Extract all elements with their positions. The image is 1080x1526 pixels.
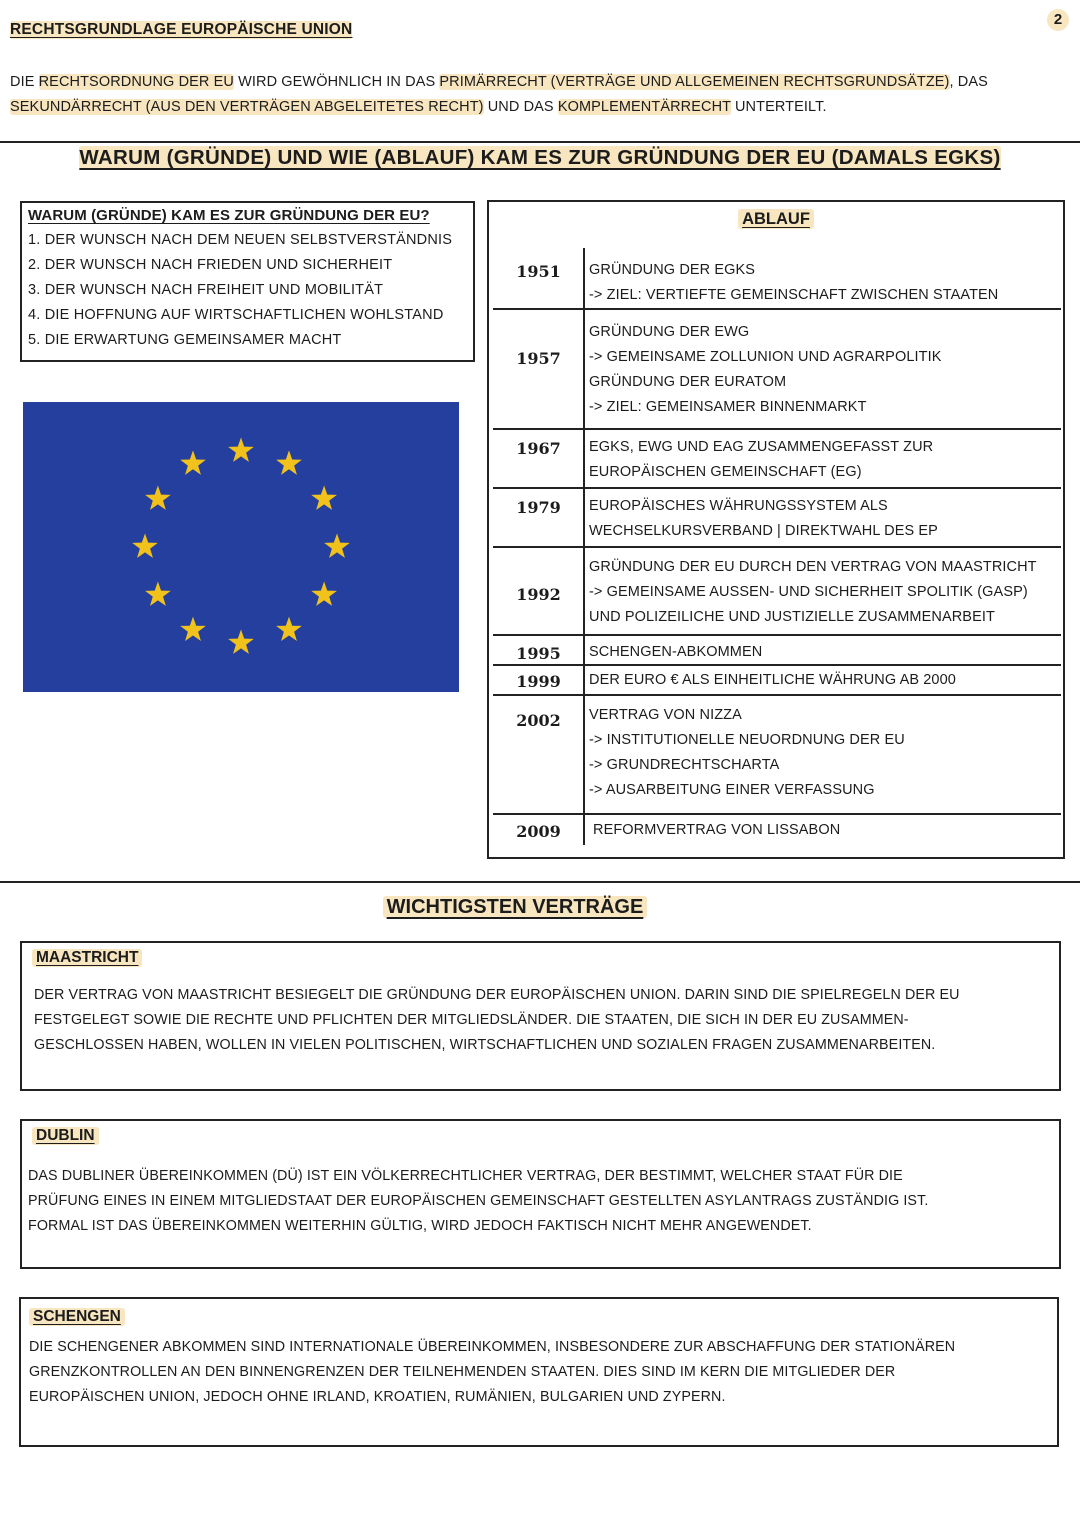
intro-highlight: KOMPLEMENTÄRRECHT xyxy=(557,99,731,115)
timeline-line: -> AUSARBEITUNG EINER VERFASSUNG xyxy=(589,782,875,798)
timeline-year: 2002 xyxy=(516,711,561,730)
intro-highlight: PRIMÄRRECHT (VERTRÄGE UND ALLGEMEINEN RECHTSGRUNDSÄTZE) xyxy=(439,74,950,90)
timeline-line: DER EURO € ALS EINHEITLICHE WÄHRUNG AB 2000 xyxy=(589,672,956,688)
treaty-card-schengen xyxy=(19,1297,1059,1447)
treaty-text xyxy=(34,983,960,1058)
timeline-separator xyxy=(493,428,1061,430)
timeline-year: 1995 xyxy=(516,644,561,663)
treaty-line: EUROPÄISCHEN UNION, JEDOCH OHNE IRLAND, KROATIEN, RUMÄNIEN, BULGARIEN UND ZYPERN. xyxy=(29,1389,726,1405)
timeline-line: SCHENGEN-ABKOMMEN xyxy=(589,644,763,660)
divider xyxy=(0,141,1080,143)
timeline-text xyxy=(589,435,1059,485)
treaty-line: DAS DUBLINER ÜBEREINKOMMEN (DÜ) IST EIN VÖLKERRECHTLICHER VERTRAG, DER BESTIMMT, WELCHER STAAT FÜR DIE xyxy=(28,1168,903,1184)
reason-item: 1. DER WUNSCH NACH DEM NEUEN SELBSTVERSTÄNDNIS xyxy=(28,232,453,248)
divider xyxy=(0,881,1080,883)
timeline-line: UND POLIZEILICHE UND JUSTIZIELLE ZUSAMMENARBEIT xyxy=(589,609,995,625)
timeline-text xyxy=(593,818,1063,843)
reason-item: 4. DIE HOFFNUNG AUF WIRTSCHAFTLICHEN WOHLSTAND xyxy=(28,307,444,323)
reasons-box xyxy=(20,201,475,362)
timeline-title xyxy=(489,210,1063,229)
timeline-line: WECHSELKURSVERBAND | DIREKTWAHL DES EP xyxy=(589,523,938,539)
timeline-line: -> INSTITUTIONELLE NEUORDNUNG DER EU xyxy=(589,732,905,748)
timeline-year: 1957 xyxy=(516,349,561,368)
timeline-line: GRÜNDUNG DER EU DURCH DEN VERTRAG VON MAASTRICHT xyxy=(589,559,1037,575)
timeline-year: 1967 xyxy=(516,439,561,458)
eu-flag-image xyxy=(23,402,459,692)
timeline-separator xyxy=(493,546,1061,548)
timeline-text xyxy=(589,320,1059,420)
reason-item: 2. DER WUNSCH NACH FRIEDEN UND SICHERHEIT xyxy=(28,257,393,273)
timeline-box xyxy=(487,200,1065,859)
reason-item: 3. DER WUNSCH NACH FREIHEIT UND MOBILITÄT xyxy=(28,282,384,298)
timeline-line: GRÜNDUNG DER EWG xyxy=(589,324,750,340)
treaty-line: PRÜFUNG EINES IN EINEM MITGLIEDSTAAT DER EUROPÄISCHEN GEMEINSCHAFT GESTELLTEN ASYLANTRAGS ZUSTÄNDIG IST. xyxy=(28,1193,929,1209)
main-heading xyxy=(0,146,1080,170)
timeline-text xyxy=(589,668,1059,693)
reason-item: 5. DIE ERWARTUNG GEMEINSAMER MACHT xyxy=(28,332,342,348)
intro-text: , DAS xyxy=(949,74,988,90)
timeline-line: -> GRUNDRECHTSCHARTA xyxy=(589,757,780,773)
treaty-line: GRENZKONTROLLEN AN DEN BINNENGRENZEN DER TEILNEHMENDEN STAATEN. DIES SIND IM KERN DIE MITGLIEDER DER xyxy=(29,1364,896,1380)
timeline-line: REFORMVERTRAG VON LISSABON xyxy=(593,822,841,838)
intro-text: WIRD GEWÖHNLICH IN DAS xyxy=(233,74,440,90)
page-number: 2 xyxy=(1047,9,1069,31)
timeline-line: EUROPÄISCHES WÄHRUNGSSYSTEM ALS xyxy=(589,498,888,514)
timeline-year: 1951 xyxy=(516,262,561,281)
main-heading-text: WARUM (GRÜNDE) UND WIE (ABLAUF) KAM ES ZUR GRÜNDUNG DER EU (DAMALS EGKS) xyxy=(79,146,1001,169)
reasons-heading: WARUM (GRÜNDE) KAM ES ZUR GRÜNDUNG DER EU? xyxy=(28,207,430,224)
timeline-year: 1999 xyxy=(516,672,561,691)
intro-text: DIE xyxy=(10,74,39,90)
timeline-line: -> GEMEINSAME AUSSEN- UND SICHERHEIT SPOLITIK (GASP) xyxy=(589,584,1028,600)
timeline-separator xyxy=(493,694,1061,696)
timeline-text xyxy=(589,640,1059,665)
timeline-text xyxy=(589,555,1059,630)
timeline-line: EGKS, EWG UND EAG ZUSAMMENGEFASST ZUR xyxy=(589,439,934,455)
treaty-title: MAASTRICHT xyxy=(32,949,142,967)
treaty-title: DUBLIN xyxy=(32,1127,99,1145)
treaty-line: FORMAL IST DAS ÜBEREINKOMMEN WEITERHIN GÜLTIG, WIRD JEDOCH FAKTISCH NICHT MEHR ANGEWENDET. xyxy=(28,1218,812,1234)
treaty-line: FESTGELEGT SOWIE DIE RECHTE UND PFLICHTEN DER MITGLIEDSLÄNDER. DIE STAATEN, DIE SICH IN DER EU ZUSAMMEN- xyxy=(34,1012,909,1028)
treaties-heading xyxy=(0,896,1030,919)
timeline-separator xyxy=(493,813,1061,815)
timeline-title-text: ABLAUF xyxy=(738,209,814,229)
treaties-heading-text: WICHTIGSTEN VERTRÄGE xyxy=(383,896,648,918)
treaty-line: DIE SCHENGENER ABKOMMEN SIND INTERNATIONALE ÜBEREINKOMMEN, INSBESONDERE ZUR ABSCHAFFUNG DER STATIONÄREN xyxy=(29,1339,956,1355)
page-title: RECHTSGRUNDLAGE EUROPÄISCHE UNION xyxy=(10,21,353,38)
timeline-line: VERTRAG VON NIZZA xyxy=(589,707,742,723)
treaty-title: SCHENGEN xyxy=(29,1308,125,1326)
timeline-year: 1979 xyxy=(516,498,561,517)
timeline-line: EUROPÄISCHEN GEMEINSCHAFT (EG) xyxy=(589,464,862,480)
intro-paragraph xyxy=(10,70,1060,120)
timeline-separator xyxy=(493,664,1061,666)
timeline-year: 2009 xyxy=(516,822,561,841)
timeline-text xyxy=(589,494,1059,544)
timeline-separator xyxy=(493,308,1061,310)
treaty-line: DER VERTRAG VON MAASTRICHT BESIEGELT DIE GRÜNDUNG DER EUROPÄISCHEN UNION. DARIN SIND DIE SPIELREGELN DER EU xyxy=(34,987,960,1003)
timeline-separator xyxy=(493,634,1061,636)
treaty-card-dublin xyxy=(20,1119,1061,1269)
intro-text: UNTERTEILT. xyxy=(730,99,827,115)
treaty-text xyxy=(29,1335,955,1410)
timeline-line: -> ZIEL: VERTIEFTE GEMEINSCHAFT ZWISCHEN STAATEN xyxy=(589,287,999,303)
timeline-year: 1992 xyxy=(516,585,561,604)
timeline-text xyxy=(589,258,1059,308)
treaty-card-maastricht xyxy=(20,941,1061,1091)
intro-highlight: RECHTSORDNUNG DER EU xyxy=(38,74,234,90)
reasons-list xyxy=(28,228,467,353)
timeline-text xyxy=(589,703,1059,803)
timeline-line: -> ZIEL: GEMEINSAMER BINNENMARKT xyxy=(589,399,867,415)
timeline-line: -> GEMEINSAME ZOLLUNION UND AGRARPOLITIK xyxy=(589,349,942,365)
treaty-text xyxy=(28,1164,928,1239)
timeline-line: GRÜNDUNG DER EGKS xyxy=(589,262,756,278)
intro-highlight: SEKUNDÄRRECHT (AUS DEN VERTRÄGEN ABGELEITETES RECHT) xyxy=(10,99,484,115)
intro-text: UND DAS xyxy=(483,99,558,115)
timeline-separator xyxy=(493,487,1061,489)
treaty-line: GESCHLOSSEN HABEN, WOLLEN IN VIELEN POLITISCHEN, WIRTSCHAFTLICHEN UND SOZIALEN FRAGEN ZUSAMMENARBEITEN. xyxy=(34,1037,936,1053)
timeline-line: GRÜNDUNG DER EURATOM xyxy=(589,374,787,390)
